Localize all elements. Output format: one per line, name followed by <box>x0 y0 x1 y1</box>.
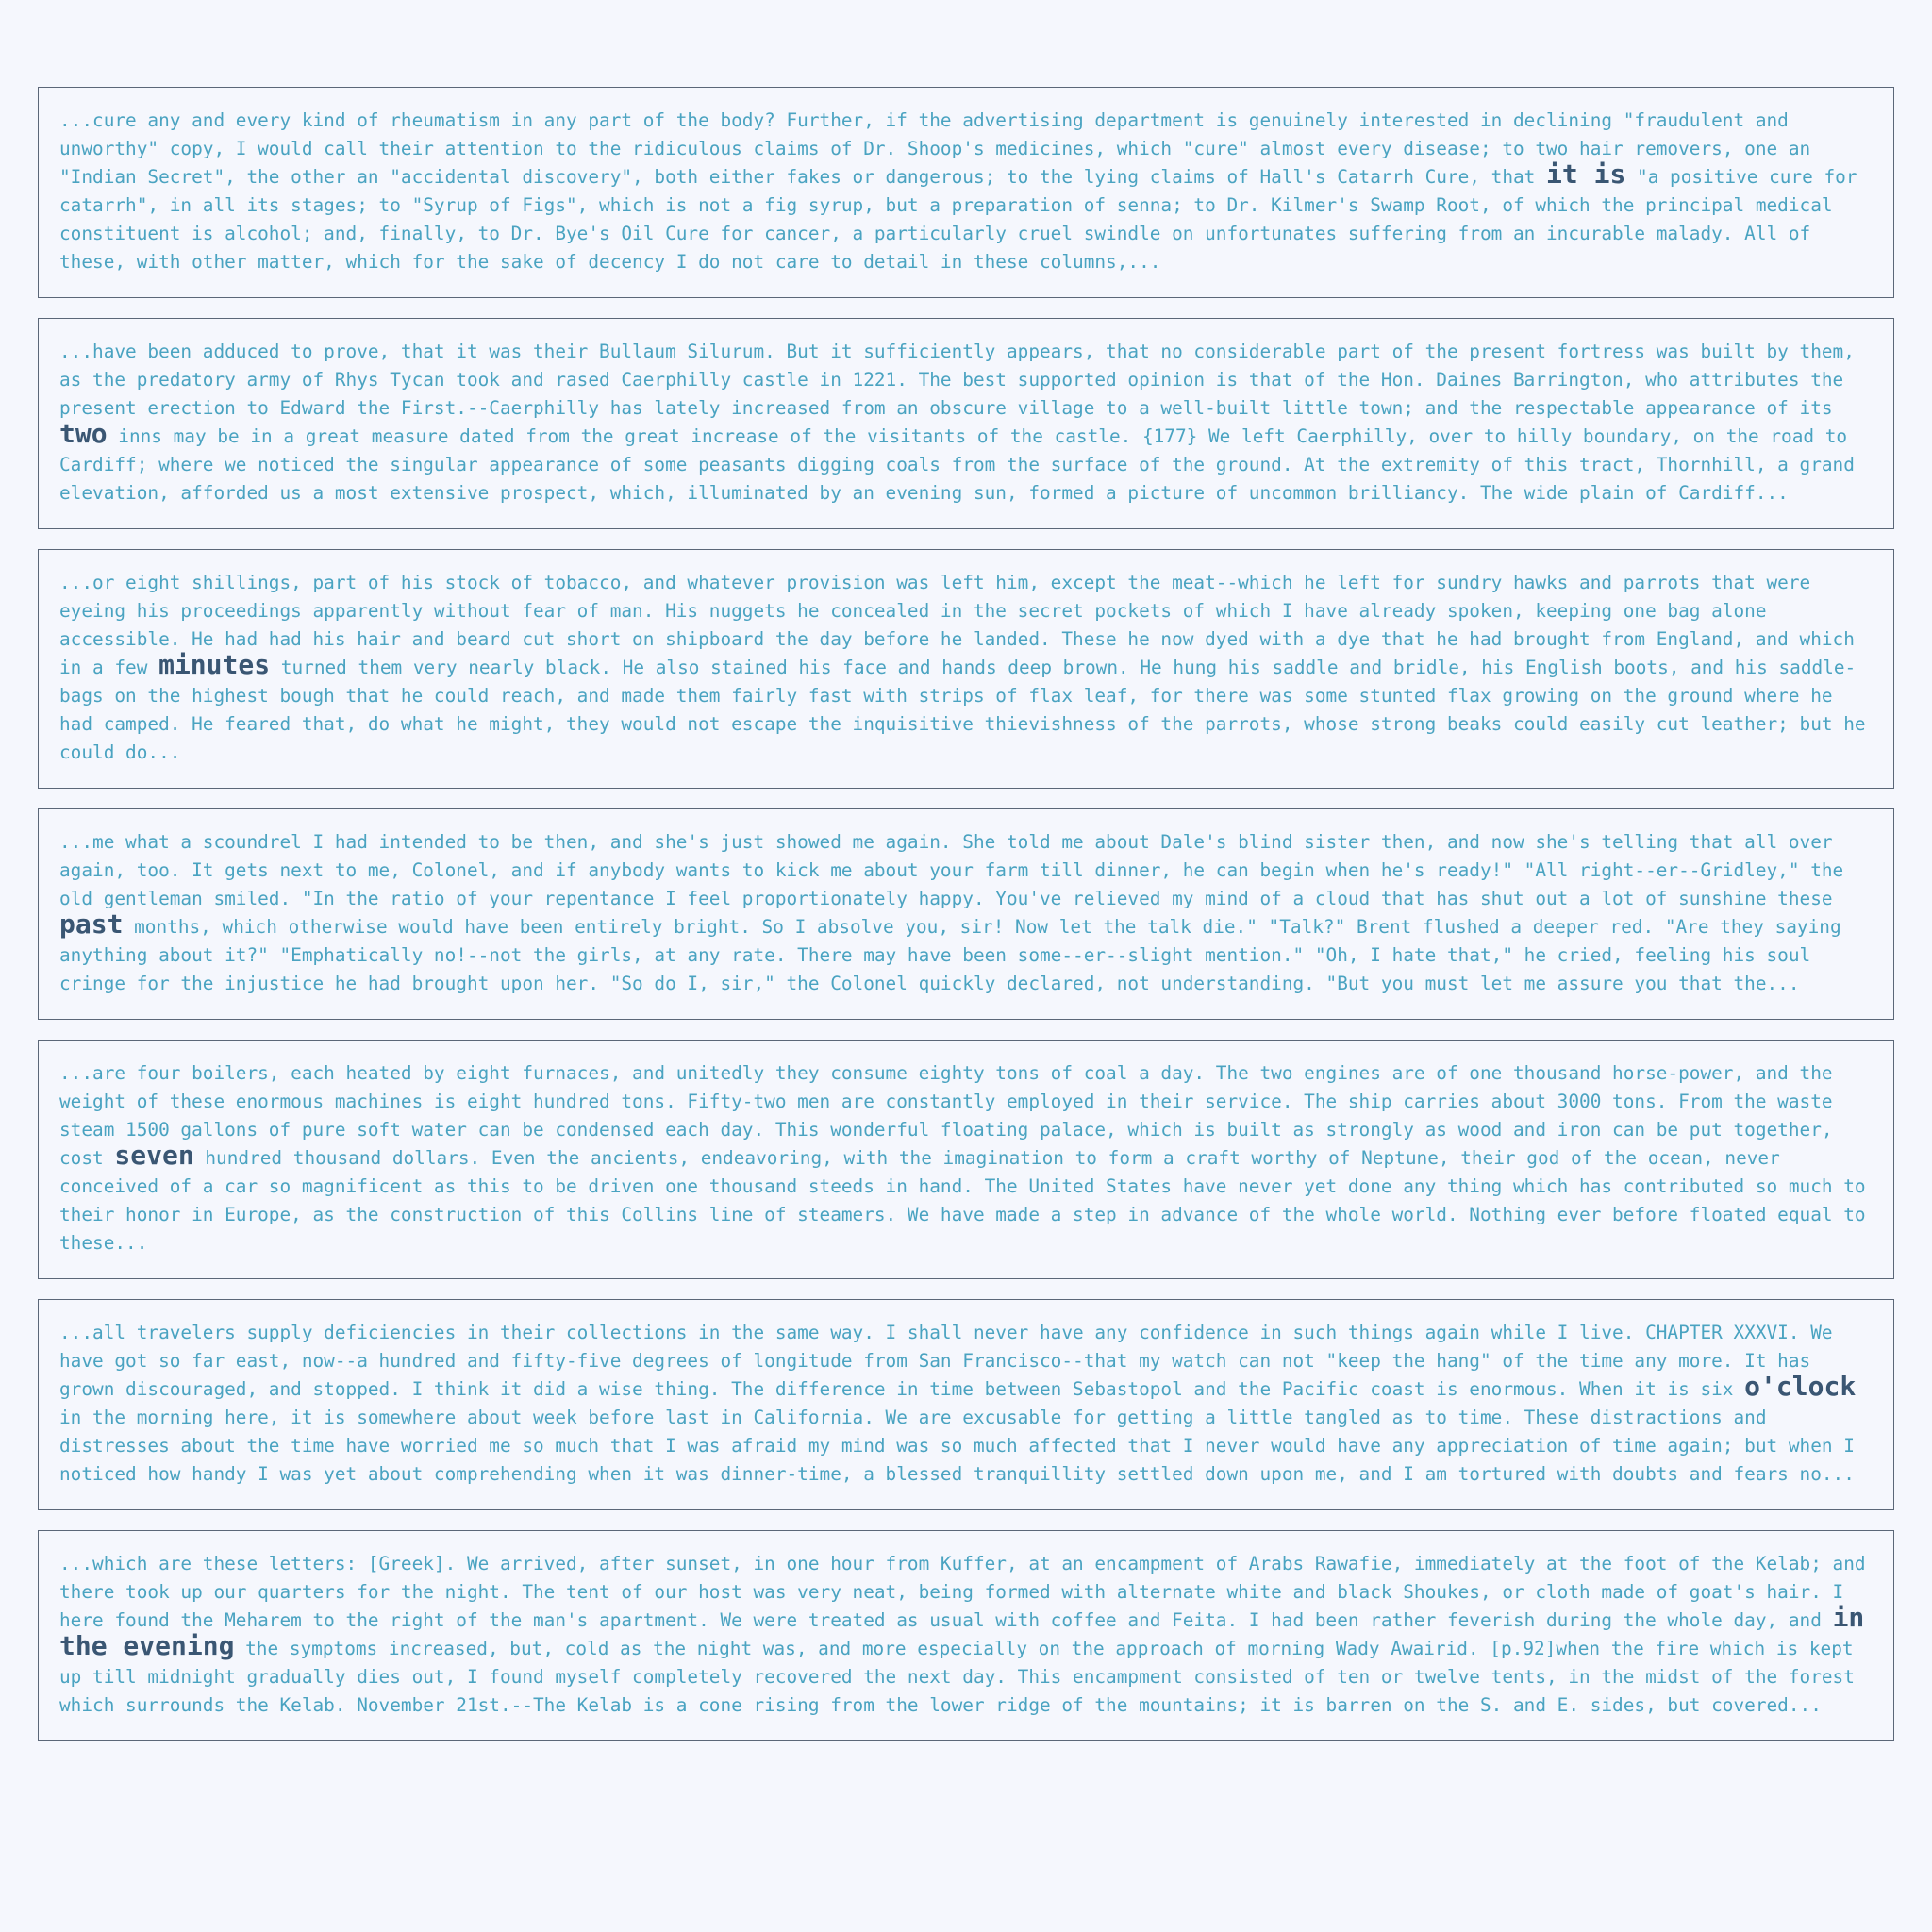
snippet-text-before: ...cure any and every kind of rheumatism in any part of the body? Further, if the advertising department is genuinely interested in declining "fraudulent and unworthy" copy, I would call their attention to the ridiculous claims of Dr. Shoop's medicines, which "cure" almost every disease; to two hair removers, one an "Indian Secret", the other an "accidental discovery", both either fakes or dangerous; to the lying claims of Hall's Catarrh Cure, that <box>59 109 1811 188</box>
snippet-text-before: ...which are these letters: [Greek]. We arrived, after sunset, in one hour from Kuffer, at an encampment of Arabs Rawafie, immediately at the foot of the Kelab; and there took up our quarters for the night. The tent of our host was very neat, being formed with alternate white and black Shoukes, or cloth made of goat's hair. I here found the Meharem to the right of the man's apartment. We were treated as usual with coffee and Feita. I had been rather feverish during the whole day, and <box>59 1553 1866 1631</box>
text-snippet <box>38 87 1894 298</box>
text-snippet <box>38 808 1894 1020</box>
text-snippet <box>38 549 1894 789</box>
text-snippet <box>38 318 1894 529</box>
highlighted-phrase: o'clock <box>1744 1371 1857 1402</box>
snippet-text-after: hundred thousand dollars. Even the ancients, endeavoring, with the imagination to form a craft worthy of Neptune, their god of the ocean, never conceived of a car so magnificent as this to be driven one thousand steeds in hand. The United States have never yet done any thing which has contributed so much to their honor in Europe, as the construction of this Collins line of steamers. We have made a step in advance of the whole world. Nothing ever before floated equal to these... <box>59 1147 1866 1254</box>
snippet-text-before: ...are four boilers, each heated by eight furnaces, and unitedly they consume eighty tons of coal a day. The two engines are of one thousand horse-power, and the weight of these enormous machines is eight hundred tons. Fifty-two men are constantly employed in their service. The ship carries about 3000 tons. From the waste steam 1500 gallons of pure soft water can be condensed each day. This wonderful floating palace, which is built as strongly as wood and iron can be put together, cost <box>59 1062 1833 1169</box>
highlighted-phrase: minutes <box>158 649 271 680</box>
snippet-text-before: ...have been adduced to prove, that it was their Bullaum Silurum. But it sufficiently appears, that no considerable part of the present fortress was built by them, as the predatory army of Rhys Tycan took and rased Caerphilly castle in 1221. The best supported opinion is that of the Hon. Daines Barrington, who attributes the present erection to Edward the First.--Caerphilly has lately increased from an obscure village to a well-built little town; and the respectable appearance of its <box>59 341 1855 419</box>
snippet-text-after: the symptoms increased, but, cold as the night was, and more especially on the approach of morning Wady Awairid. [p.92]when the fire which is kept up till midnight gradually dies out, I found myself completely recovered the next day. This encampment consisted of ten or twelve tents, in the midst of the forest which surrounds the Kelab. November 21st.--The Kelab is a cone rising from the lower ridge of the mountains; it is barren on the S. and E. sides, but covered... <box>59 1638 1855 1716</box>
snippet-text-after: turned them very nearly black. He also stained his face and hands deep brown. He hung his saddle and bridle, his English boots, and his saddle-bags on the highest bough that he could reach, and made them fairly fast with strips of flax leaf, for there was some stunted flax growing on the ground where he had camped. He feared that, do what he might, they would not escape the inquisitive thievishness of the parrots, whose strong beaks could easily cut leather; but he could do... <box>59 657 1866 763</box>
highlighted-phrase: seven <box>114 1140 194 1171</box>
snippet-text-after: in the morning here, it is somewhere about week before last in California. We are excusable for getting a little tangled as to time. These distractions and distresses about the time have worried me so much that I was afraid my mind was so much affected that I never would have any appreciation of time again; but when I noticed how handy I was yet about comprehending when it was dinner-time, a blessed tranquillity settled down upon me, and I am tortured with doubts and fears no... <box>59 1407 1855 1485</box>
text-snippet <box>38 1040 1894 1279</box>
snippet-list <box>38 87 1894 1761</box>
text-snippet <box>38 1530 1894 1741</box>
highlighted-phrase: past <box>59 908 124 940</box>
highlighted-phrase: in the evening <box>59 1602 1865 1661</box>
snippet-text-after: "a positive cure for catarrh", in all its stages; to "Syrup of Figs", which is not a fig syrup, but a preparation of senna; to Dr. Kilmer's Swamp Root, of which the principal medical constituent is alcohol; and, finally, to Dr. Bye's Oil Cure for cancer, a particularly cruel swindle on unfortunates suffering from an incurable malady. All of these, with other matter, which for the sake of decency I do not care to detail in these columns,... <box>59 166 1857 273</box>
snippet-text-before: ...me what a scoundrel I had intended to be then, and she's just showed me again. She told me about Dale's blind sister then, and now she's telling that all over again, too. It gets next to me, Colonel, and if anybody wants to kick me about your farm till dinner, he can begin when he's ready!" "All right--er--Gridley," the old gentleman smiled. "In the ratio of your repentance I feel proportionately happy. You've relieved my mind of a cloud that has shut out a lot of sunshine these <box>59 831 1844 909</box>
highlighted-phrase: two <box>59 418 108 449</box>
snippet-text-after: months, which otherwise would have been entirely bright. So I absolve you, sir! Now let the talk die." "Talk?" Brent flushed a deeper red. "Are they saying anything about it?" "Emphatically no!--not the girls, at any rate. There may have been some--er--slight mention." "Oh, I hate that," he cried, feeling his soul cringe for the injustice he had brought upon her. "So do I, sir," the Colonel quickly declared, not understanding. "But you must let me assure you that the... <box>59 916 1841 994</box>
highlighted-phrase: it is <box>1546 158 1626 190</box>
snippet-text-before: ...or eight shillings, part of his stock of tobacco, and whatever provision was left him, except the meat--which he left for sundry hawks and parrots that were eyeing his proceedings apparently without fear of man. His nuggets he concealed in the secret pockets of which I have already spoken, keeping one bag alone accessible. He had had his hair and beard cut short on shipboard the day before he landed. These he now dyed with a dye that he had brought from England, and which in a few <box>59 572 1855 678</box>
snippet-text-after: inns may be in a great measure dated from the great increase of the visitants of the castle. {177} We left Caerphilly, over to hilly boundary, on the road to Cardiff; where we noticed the singular appearance of some peasants digging coals from the surface of the ground. At the extremity of this tract, Thornhill, a grand elevation, afforded us a most extensive prospect, which, illuminated by an evening sun, formed a picture of uncommon brilliancy. The wide plain of Cardiff... <box>59 425 1855 504</box>
snippet-text-before: ...all travelers supply deficiencies in their collections in the same way. I shall never have any confidence in such things again while I live. CHAPTER XXXVI. We have got so far east, now--a hundred and fifty-five degrees of longitude from San Francisco--that my watch can not "keep the hang" of the time any more. It has grown discouraged, and stopped. I think it did a wise thing. The difference in time between Sebastopol and the Pacific coast is enormous. When it is six <box>59 1322 1833 1400</box>
text-snippet <box>38 1299 1894 1510</box>
